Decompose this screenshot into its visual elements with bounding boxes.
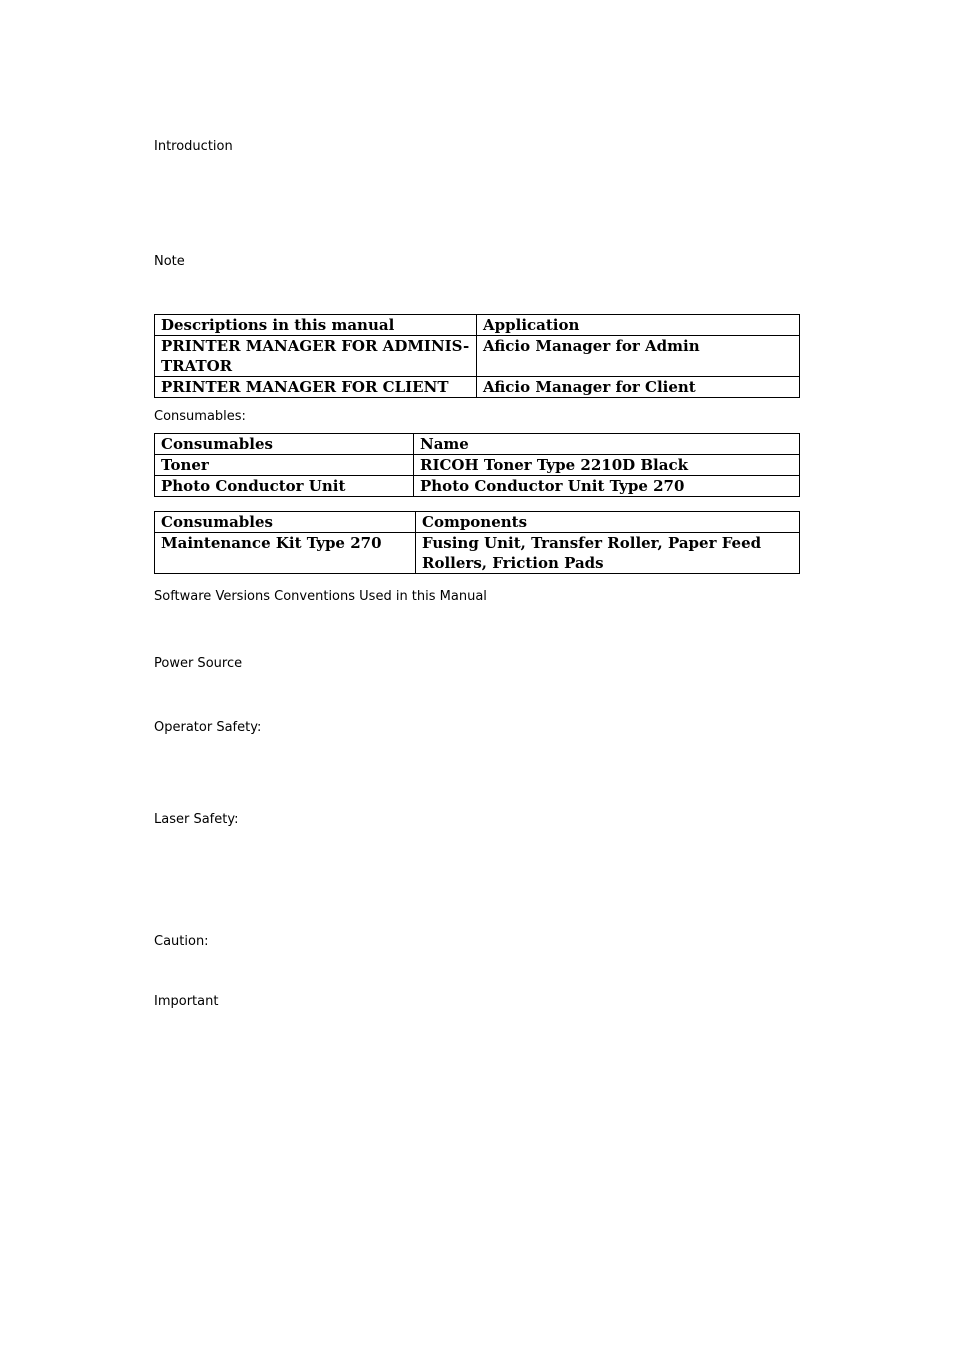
heading-laser-safety: Laser Safety: — [154, 812, 239, 827]
table-header-row — [155, 512, 800, 533]
heading-note: Note — [154, 254, 185, 269]
heading-introduction: Introduction — [154, 139, 233, 154]
table-cell: Aficio Manager for Admin — [477, 336, 800, 377]
table-header-cell: Descriptions in this manual — [155, 315, 477, 336]
table-cell: Maintenance Kit Type 270 — [155, 533, 416, 574]
table-header-cell: Components — [416, 512, 800, 533]
applications-table — [154, 314, 800, 398]
table-header-row — [155, 315, 800, 336]
table-row — [155, 455, 800, 476]
table-header-cell: Consumables — [155, 512, 416, 533]
table-cell: Aficio Manager for Client — [477, 377, 800, 398]
table-cell: Toner — [155, 455, 414, 476]
table-cell: PRINTER MANAGER FOR CLIENT — [155, 377, 477, 398]
table-cell: Photo Conductor Unit — [155, 476, 414, 497]
table-row — [155, 533, 800, 574]
table-header-cell: Consumables — [155, 434, 414, 455]
table-header-cell: Application — [477, 315, 800, 336]
table-cell: Photo Conductor Unit Type 270 — [414, 476, 800, 497]
table-cell: Fusing Unit, Transfer Roller, Paper Feed Rollers, Friction Pads — [416, 533, 800, 574]
table-row — [155, 336, 800, 377]
table-header-cell: Name — [414, 434, 800, 455]
table-cell: RICOH Toner Type 2210D Black — [414, 455, 800, 476]
table-cell: PRINTER MANAGER FOR ADMINIS- TRATOR — [155, 336, 477, 377]
consumables-table — [154, 433, 800, 497]
heading-consumables: Consumables: — [154, 409, 246, 424]
heading-power-source: Power Source — [154, 656, 243, 671]
heading-caution: Caution: — [154, 934, 209, 949]
table-header-row — [155, 434, 800, 455]
components-table — [154, 511, 800, 574]
heading-operator-safety: Operator Safety: — [154, 720, 262, 735]
table-row — [155, 377, 800, 398]
table-row — [155, 476, 800, 497]
heading-important: Important — [154, 994, 219, 1009]
heading-software-versions: Software Versions Conventions Used in this Manual — [154, 589, 487, 604]
